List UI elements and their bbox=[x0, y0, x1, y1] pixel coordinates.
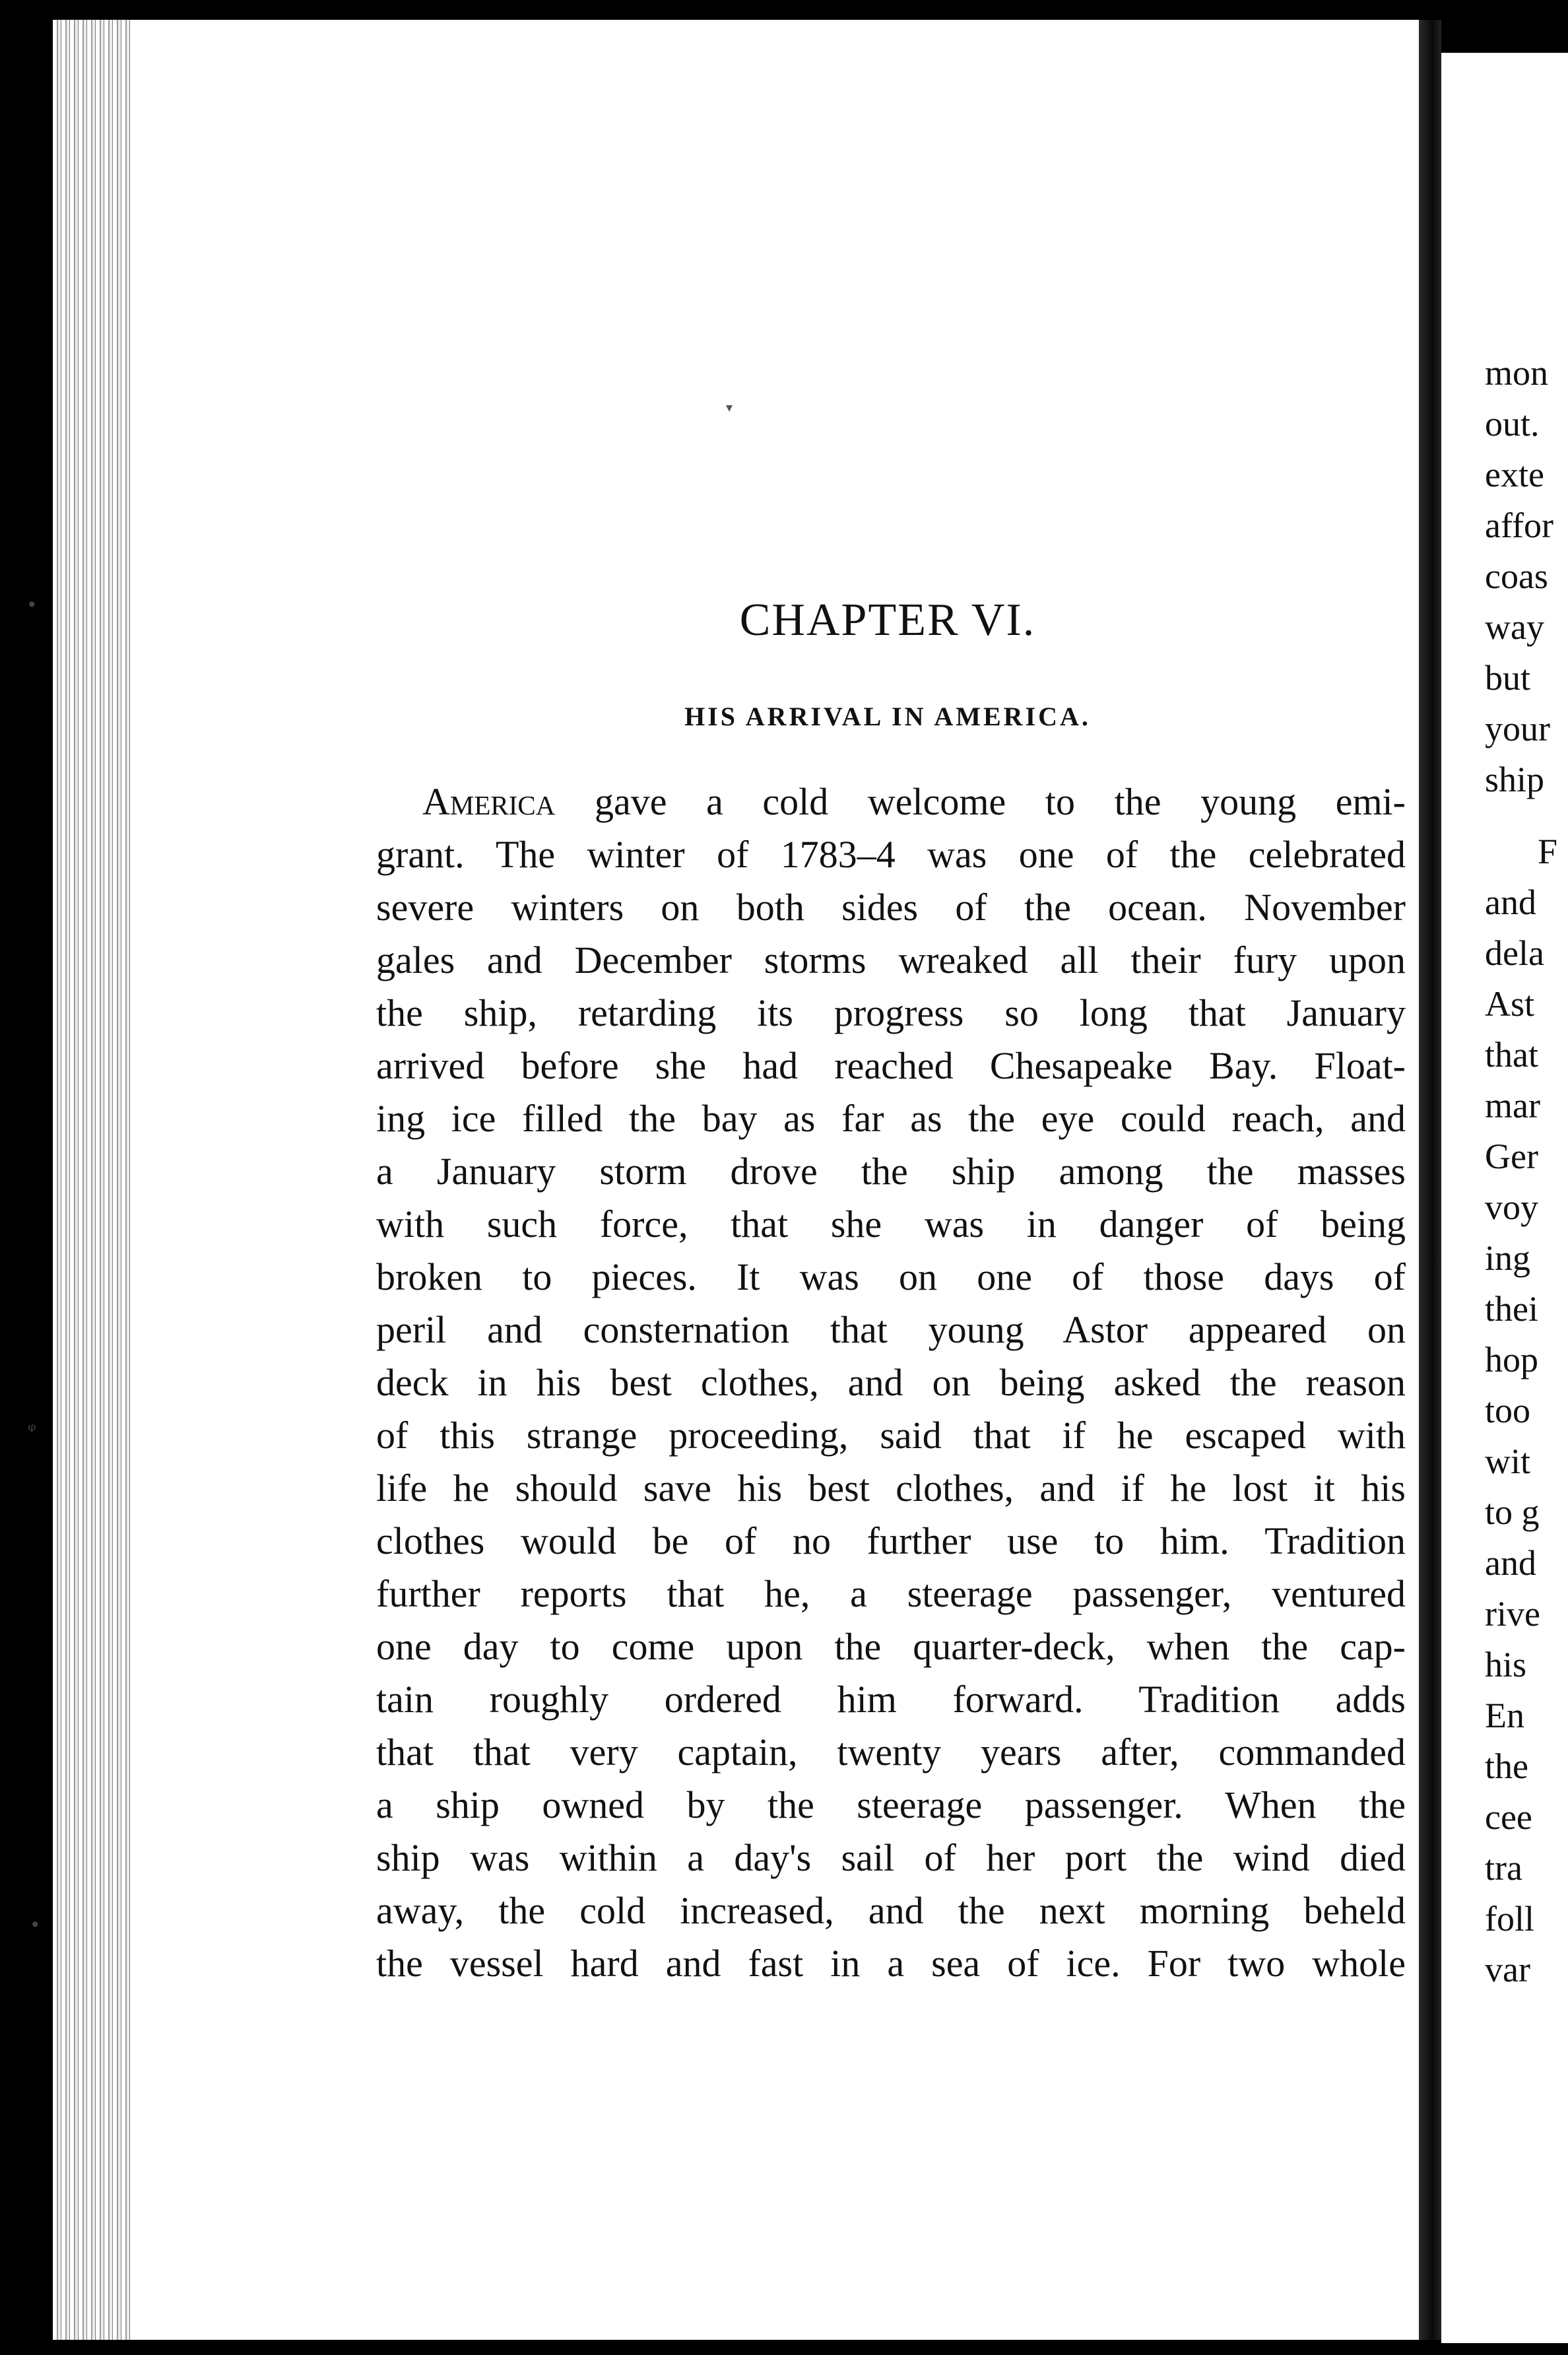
body-line: the vessel hard and fast in a sea of ice. For two whole bbox=[376, 1942, 1406, 1985]
facing-page-fragment: his bbox=[1485, 1645, 1527, 1684]
facing-page-fragment: wit bbox=[1485, 1442, 1531, 1481]
body-line: a ship owned by the steerage passenger. When the bbox=[376, 1783, 1406, 1826]
body-line: arrived before she had reached Chesapeake Bay. Float- bbox=[376, 1044, 1406, 1087]
facing-page-fragment: cee bbox=[1485, 1797, 1532, 1837]
facing-page-fragment: the bbox=[1485, 1746, 1528, 1786]
facing-page-fragment: your bbox=[1485, 709, 1550, 748]
body-line: ship was within a day's sail of her port the wind died bbox=[376, 1836, 1406, 1879]
margin-speck: • bbox=[26, 594, 38, 616]
facing-page-fragment: Ast bbox=[1485, 984, 1535, 1024]
margin-speck: ᵠ bbox=[28, 1419, 36, 1441]
facing-page-fragment: exte bbox=[1485, 455, 1544, 494]
facing-page-fragment: foll bbox=[1485, 1899, 1534, 1939]
body-line: away, the cold increased, and the next morning beheld bbox=[376, 1889, 1406, 1932]
facing-page-fragment: way bbox=[1485, 607, 1544, 647]
facing-page-fragment: F bbox=[1538, 832, 1558, 871]
body-line: deck in his best clothes, and on being asked the reason bbox=[376, 1361, 1406, 1404]
facing-page-fragment: voy bbox=[1485, 1187, 1538, 1227]
facing-page-fragment: affor bbox=[1485, 506, 1553, 545]
facing-page-fragment: dela bbox=[1485, 933, 1544, 973]
body-line: of this strange proceeding, said that if he escaped with bbox=[376, 1414, 1406, 1457]
body-line: grant. The winter of 1783–4 was one of the celebrated bbox=[376, 833, 1406, 876]
facing-page-fragment: hop bbox=[1485, 1340, 1538, 1379]
body-line: one day to come upon the quarter-deck, when the cap- bbox=[376, 1625, 1406, 1668]
facing-page-fragment: to g bbox=[1485, 1492, 1540, 1532]
body-line: ing ice filled the bay as far as the eye could reach, and bbox=[376, 1097, 1406, 1140]
facing-page-fragment: thei bbox=[1485, 1289, 1538, 1329]
lead-word: America bbox=[422, 780, 556, 823]
body-line: broken to pieces. It was on one of those days of bbox=[376, 1255, 1406, 1298]
chapter-title: CHAPTER VI. bbox=[739, 595, 1036, 646]
body-line: life he should save his best clothes, and if he lost it his bbox=[376, 1467, 1406, 1509]
page-edges bbox=[53, 20, 132, 2340]
body-line-text: gave a cold welcome to the young emi- bbox=[555, 780, 1406, 823]
body-line: severe winters on both sides of the ocean. November bbox=[376, 886, 1406, 929]
body-line: tain roughly ordered him forward. Tradition adds bbox=[376, 1678, 1406, 1721]
facing-page-fragment: mar bbox=[1485, 1086, 1540, 1125]
body-line: further reports that he, a steerage passenger, ventured bbox=[376, 1572, 1406, 1615]
facing-page-fragment: coas bbox=[1485, 556, 1548, 596]
facing-page-fragment: Ger bbox=[1485, 1137, 1538, 1176]
facing-page-fragment: ship bbox=[1485, 760, 1545, 799]
facing-page-fragment: that bbox=[1485, 1035, 1538, 1075]
facing-page-fragment: mon bbox=[1485, 353, 1549, 393]
body-line bbox=[422, 776, 1406, 828]
facing-page-fragment: and bbox=[1485, 1543, 1536, 1583]
facing-page-fragment: ing bbox=[1485, 1238, 1531, 1278]
body-line: that that very captain, twenty years after, commanded bbox=[376, 1731, 1406, 1774]
body-line: peril and consternation that young Astor appeared on bbox=[376, 1308, 1406, 1351]
book-gutter bbox=[1419, 20, 1441, 2340]
facing-page-fragment: out. bbox=[1485, 404, 1540, 444]
facing-page-fragment: too bbox=[1485, 1391, 1531, 1430]
facing-page-fragment: var bbox=[1485, 1950, 1530, 1989]
facing-page-fragment: rive bbox=[1485, 1594, 1540, 1634]
body-line: clothes would be of no further use to him. Tradition bbox=[376, 1519, 1406, 1562]
facing-page-fragment: and bbox=[1485, 882, 1536, 922]
body-line: a January storm drove the ship among the masses bbox=[376, 1150, 1406, 1193]
body-line: gales and December storms wreaked all their fury upon bbox=[376, 939, 1406, 981]
body-line: the ship, retarding its progress so long that January bbox=[376, 991, 1406, 1034]
facing-page-fragment: En bbox=[1485, 1696, 1524, 1735]
facing-page-fragment: but bbox=[1485, 658, 1531, 698]
margin-speck: • bbox=[30, 1914, 41, 1936]
body-line: with such force, that she was in danger of being bbox=[376, 1203, 1406, 1245]
facing-page-fragment: tra bbox=[1485, 1848, 1522, 1888]
chapter-subtitle: HIS ARRIVAL IN AMERICA. bbox=[684, 702, 1091, 731]
printer-mark: ▾ bbox=[726, 399, 733, 415]
